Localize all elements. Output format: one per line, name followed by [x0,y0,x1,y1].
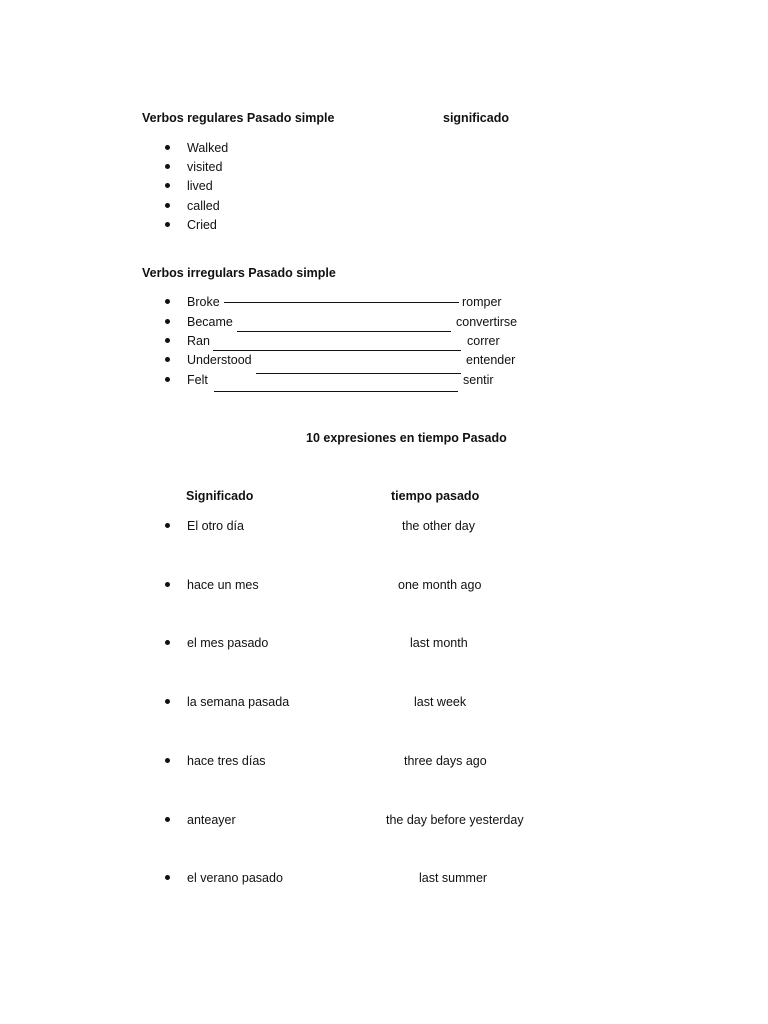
expression-english: the day before yesterday [386,813,524,827]
irregular-verb: Understood [187,353,252,367]
regular-verb-item: visited [187,160,223,174]
matching-line [256,373,461,374]
irregular-verb: Ran [187,334,210,348]
irregular-verb-meaning: romper [462,295,502,309]
expression-spanish: hace un mes [187,578,259,592]
matching-line [213,350,461,351]
expression-spanish: la semana pasada [187,695,290,709]
bullet [165,377,170,382]
expression-spanish: hace tres días [187,754,266,768]
column-header-past-tense: tiempo pasado [391,489,480,503]
bullet [165,299,170,304]
bullet [165,523,170,528]
regular-verb-item: Cried [187,218,217,232]
bullet [165,319,170,324]
matching-line [214,391,458,392]
bullet [165,222,170,227]
irregular-verb: Became [187,315,233,329]
expression-english: the other day [402,519,475,533]
matching-line [237,331,451,332]
bullet [165,758,170,763]
expression-english: three days ago [404,754,487,768]
matching-line [224,302,459,303]
expression-english: last summer [419,871,488,885]
irregular-verbs-heading: Verbos irregulars Pasado simple [142,266,336,280]
irregular-verb: Felt [187,373,208,387]
expression-spanish: anteayer [187,813,236,827]
bullet [165,145,170,150]
irregular-verb-meaning: entender [466,353,516,367]
bullet [165,640,170,645]
expression-english: one month ago [398,578,482,592]
bullet [165,338,170,343]
bullet [165,817,170,822]
bullet [165,357,170,362]
bullet [165,582,170,587]
expression-english: last week [414,695,467,709]
bullet [165,203,170,208]
expression-english: last month [410,636,468,650]
expression-spanish: El otro día [187,519,244,533]
irregular-verb-meaning: sentir [463,373,494,387]
bullet [165,875,170,880]
regular-verb-item: lived [187,179,213,193]
column-header-meaning: Significado [186,489,254,503]
expressions-heading: 10 expresiones en tiempo Pasado [306,431,507,445]
irregular-verb-meaning: correr [467,334,500,348]
bullet [165,699,170,704]
expression-spanish: el verano pasado [187,871,283,885]
regular-verb-item: Walked [187,141,229,155]
bullet [165,183,170,188]
regular-verbs-heading: Verbos regulares Pasado simple [142,111,335,125]
regular-verb-item: called [187,199,220,213]
meaning-heading: significado [443,111,509,125]
bullet [165,164,170,169]
irregular-verb: Broke [187,295,220,309]
irregular-verb-meaning: convertirse [456,315,518,329]
expression-spanish: el mes pasado [187,636,269,650]
